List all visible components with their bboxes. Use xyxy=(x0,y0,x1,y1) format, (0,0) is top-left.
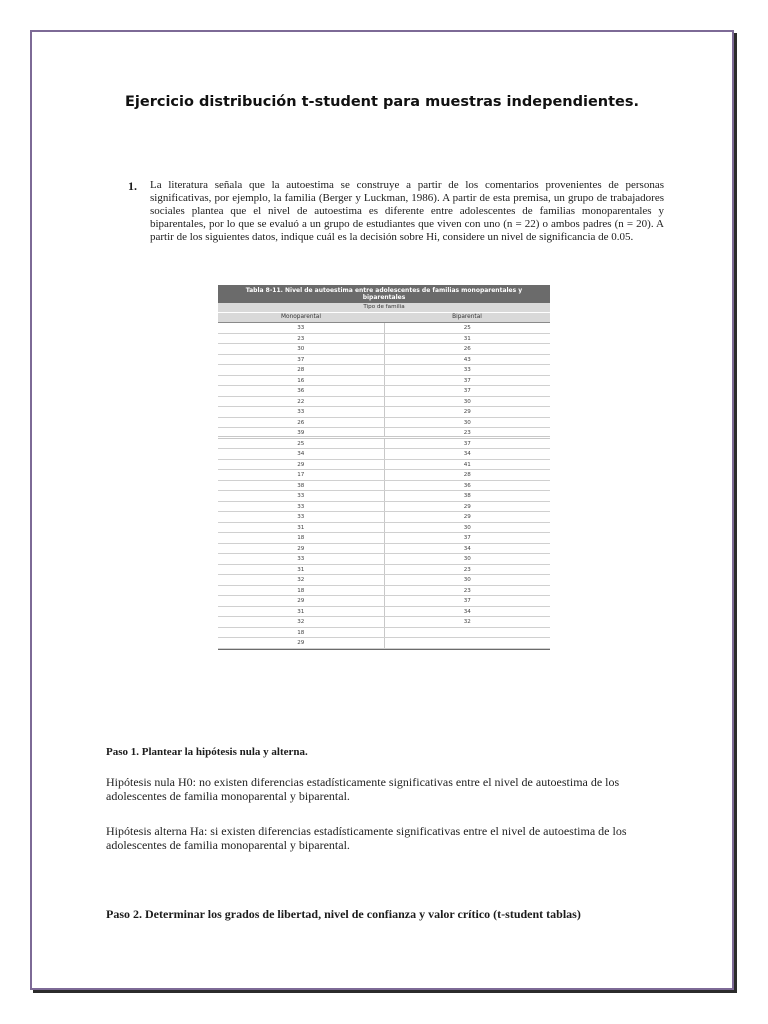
cell-biparental: 43 xyxy=(463,356,471,363)
cell-monoparental: 39 xyxy=(218,428,385,436)
cell-monoparental: 33 xyxy=(218,491,385,501)
table-row xyxy=(218,491,550,502)
cell-monoparental: 33 xyxy=(218,512,385,522)
cell-biparental: 23 xyxy=(463,566,471,573)
cell-monoparental: 31 xyxy=(218,565,385,575)
question-text: La literatura señala que la autoestima se construye a partir de los comentarios provenientes de personas significativas, por ejemplo, la familia (Berger y Luckman, 1986). A partir de esta premisa, un grupo de trabajadores sociales plantea que el nivel de autoestima es diferente entre adolescentes de familias monoparentales y biparentales, por lo que se evaluó a un grupo de estudiantes que viven con uno (n = 22) o ambos padres (n = 20). A partir de los siguientes datos, indique cuál es la decisión sobre Hi, considere un nivel de significancia de 0.05. xyxy=(150,179,664,243)
cell-monoparental: 28 xyxy=(218,365,385,375)
cell-biparental: 34 xyxy=(463,545,471,552)
cell-biparental: 34 xyxy=(463,608,471,615)
cell-biparental: 30 xyxy=(463,556,471,562)
table-row xyxy=(218,638,550,649)
cell-biparental: 37 xyxy=(463,535,471,541)
cell-monoparental: 29 xyxy=(218,544,385,554)
table-row xyxy=(218,376,550,387)
table-row xyxy=(218,628,550,639)
cell-monoparental: 17 xyxy=(218,470,385,480)
cell-biparental xyxy=(385,638,551,648)
cell-monoparental: 22 xyxy=(218,397,385,407)
cell-biparental: 30 xyxy=(463,419,471,426)
cell-biparental: 37 xyxy=(463,377,471,384)
cell-monoparental: 33 xyxy=(218,323,385,333)
cell-monoparental: 18 xyxy=(218,533,385,543)
cell-biparental: 29 xyxy=(463,503,471,510)
cell-monoparental: 36 xyxy=(218,386,385,396)
table-caption: Tabla 8-11. Nivel de autoestima entre adolescentes de familias monoparentales y biparentales xyxy=(218,285,550,303)
cell-biparental: 37 xyxy=(463,440,471,447)
cell-biparental: 30 xyxy=(463,577,471,583)
data-table xyxy=(218,285,550,650)
table-row xyxy=(218,428,550,439)
table-row xyxy=(218,523,550,534)
table-row xyxy=(218,607,550,618)
table-row xyxy=(218,355,550,366)
cell-biparental: 31 xyxy=(463,335,471,342)
cell-biparental: 34 xyxy=(463,451,471,457)
cell-monoparental: 37 xyxy=(218,355,385,365)
cell-biparental xyxy=(385,628,551,638)
cell-monoparental: 23 xyxy=(218,334,385,344)
cell-monoparental: 31 xyxy=(218,523,385,533)
cell-biparental: 41 xyxy=(463,461,471,468)
cell-monoparental: 25 xyxy=(218,439,385,449)
table-row xyxy=(218,596,550,607)
cell-biparental: 29 xyxy=(463,409,471,415)
cell-biparental: 23 xyxy=(463,430,471,436)
table-row xyxy=(218,565,550,576)
table-row xyxy=(218,407,550,418)
table-row xyxy=(218,512,550,523)
cell-biparental: 32 xyxy=(463,619,471,625)
table-row xyxy=(218,617,550,628)
cell-monoparental: 34 xyxy=(218,449,385,459)
document-page xyxy=(30,30,734,990)
table-body xyxy=(218,323,550,650)
cell-biparental: 23 xyxy=(463,587,471,594)
ha-paragraph: Hipótesis alterna Ha: si existen diferencias estadísticamente significativas entre el nivel de autoestima de los adolescentes de familia monoparental y biparental. xyxy=(106,824,627,852)
cell-monoparental: 29 xyxy=(218,460,385,470)
table-row xyxy=(218,533,550,544)
table-row xyxy=(218,554,550,565)
cell-biparental: 37 xyxy=(463,388,471,394)
cell-monoparental: 32 xyxy=(218,617,385,627)
cell-biparental: 26 xyxy=(463,346,471,352)
document-title: Ejercicio distribución t-student para muestras independientes. xyxy=(124,94,640,110)
table-row xyxy=(218,544,550,555)
question-number: 1. xyxy=(128,179,137,193)
table-row xyxy=(218,460,550,471)
cell-monoparental: 33 xyxy=(218,502,385,512)
table-row xyxy=(218,575,550,586)
cell-monoparental: 32 xyxy=(218,575,385,585)
column-header-biparental: Biparental xyxy=(452,314,482,320)
cell-biparental: 36 xyxy=(463,482,471,489)
cell-biparental: 30 xyxy=(463,524,471,531)
table-row xyxy=(218,344,550,355)
cell-monoparental: 29 xyxy=(218,638,385,648)
cell-monoparental: 31 xyxy=(218,607,385,617)
cell-monoparental: 29 xyxy=(218,596,385,606)
cell-monoparental: 33 xyxy=(218,554,385,564)
table-row xyxy=(218,386,550,397)
table-row xyxy=(218,365,550,376)
cell-biparental: 28 xyxy=(463,472,471,478)
column-header-monoparental: Monoparental xyxy=(281,314,321,320)
h0-paragraph: Hipótesis nula H0: no existen diferencias estadísticamente significativas entre el nivel de autoestima de los adolescentes de familia monoparental y biparental. xyxy=(106,775,620,803)
table-row xyxy=(218,397,550,408)
table-row xyxy=(218,470,550,481)
cell-biparental: 38 xyxy=(463,493,471,499)
table-row xyxy=(218,502,550,513)
cell-monoparental: 30 xyxy=(218,344,385,354)
cell-monoparental: 38 xyxy=(218,481,385,491)
cell-monoparental: 18 xyxy=(218,586,385,596)
table-row xyxy=(218,418,550,429)
cell-monoparental: 18 xyxy=(218,628,385,638)
table-group-header: Tipo de familia xyxy=(218,303,550,313)
table-row xyxy=(218,586,550,597)
cell-biparental: 37 xyxy=(463,598,471,604)
cell-monoparental: 33 xyxy=(218,407,385,417)
table-row xyxy=(218,439,550,450)
cell-biparental: 33 xyxy=(463,367,471,373)
table-row xyxy=(218,481,550,492)
table-row xyxy=(218,449,550,460)
cell-monoparental: 16 xyxy=(218,376,385,386)
paso1-heading: Paso 1. Plantear la hipótesis nula y alterna. xyxy=(106,746,308,758)
paso2-heading: Paso 2. Determinar los grados de libertad, nivel de confianza y valor crítico (t-student tablas) xyxy=(106,907,581,921)
cell-monoparental: 26 xyxy=(218,418,385,428)
cell-biparental: 29 xyxy=(463,514,471,520)
cell-biparental: 30 xyxy=(463,398,471,405)
table-row xyxy=(218,334,550,345)
cell-biparental: 25 xyxy=(463,325,471,331)
table-row xyxy=(218,323,550,334)
table-column-headers xyxy=(218,313,550,323)
